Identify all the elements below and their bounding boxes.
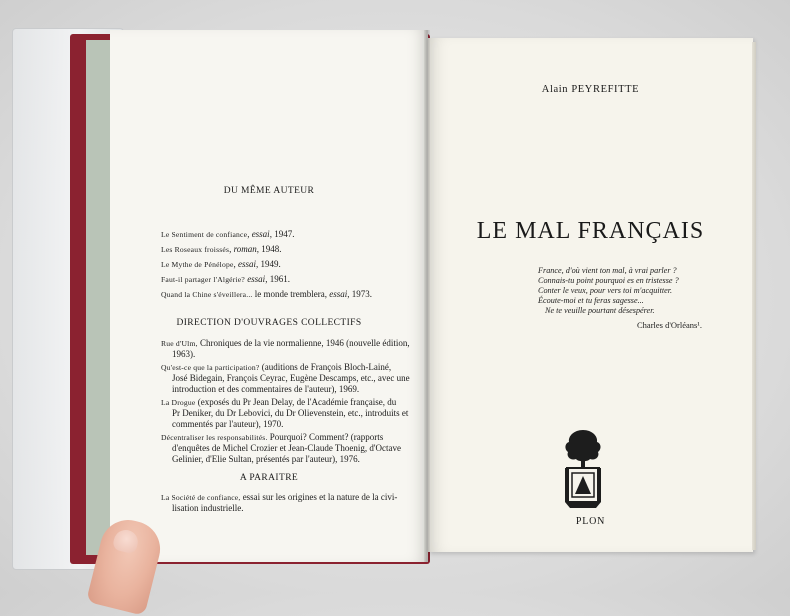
heading-same-author: DU MÊME AUTEUR (223, 186, 315, 196)
work-year: 1948. (261, 244, 282, 254)
collective-entry (161, 432, 383, 443)
collective-entry (161, 338, 410, 349)
collective-line: Chroniques de la vie normalienne, 1946 (nouvelle édition, (199, 338, 410, 348)
collective-title: Rue d'Ulm, (161, 339, 198, 348)
epigraph-line: Écoute-moi et tu feras sagesse... (538, 296, 644, 305)
epigraph-attribution: Charles d'Orléans¹. (637, 320, 702, 330)
work-title: Les Roseaux froissés (161, 245, 230, 254)
work-extra: le monde tremblera, (254, 289, 327, 299)
work-year: 1947. (274, 229, 295, 239)
work-genre: essai (247, 274, 266, 284)
collective-line: d'enquêtes de Michel Crozier et Jean-Claude Thoenig, d'Octave (172, 443, 401, 453)
work-title: Le Sentiment de confiance (161, 230, 248, 239)
epigraph-line: Connais-tu point pourquoi es en tristesse ? (538, 276, 679, 285)
heading-collective: DIRECTION D'OUVRAGES COLLECTIFS (176, 318, 362, 328)
collective-line: Pourquoi? Comment? (rapports (269, 432, 384, 442)
collective-line: introduction et des commentaires de l'auteur), 1969. (172, 384, 360, 394)
work-entry: Quand la Chine s'éveillera... le monde tremblera, essai, 1973. (161, 289, 372, 299)
book-gutter (424, 30, 430, 562)
book-title: LE MAL FRANÇAIS (476, 218, 705, 244)
forthcoming-line: lisation industrielle. (172, 503, 244, 513)
forthcoming-title: La Société de confiance, (161, 493, 241, 502)
collective-line: 1963). (172, 349, 196, 359)
page-edge (752, 42, 756, 550)
collective-title: Décentraliser les responsabilités. (161, 433, 268, 442)
collective-line: José Bidegain, François Ceyrac, Eugène Descamps, etc., avec une (172, 373, 410, 383)
forthcoming-entry (161, 492, 397, 503)
collective-entry (161, 362, 391, 373)
epigraph-line: Ne te veuille pourtant désespérer. (545, 306, 655, 315)
collective-line: Gelinier, d'Elie Sultan, présentés par l'auteur), 1976. (172, 454, 360, 464)
author-name: Alain PEYREFITTE (541, 84, 640, 95)
collective-title: Qu'est-ce que la participation? (161, 363, 260, 372)
work-entry: Les Roseaux froissés, roman, 1948. (161, 244, 282, 254)
work-entry: Faut-il partager l'Algérie? essai, 1961. (161, 274, 290, 284)
work-entry: Le Mythe de Pénélope, essai, 1949. (161, 259, 281, 269)
epigraph-line: France, d'où vient ton mal, à vrai parler ? (538, 266, 677, 275)
work-year: 1949. (260, 259, 281, 269)
collective-line: Pr Deniker, du Dr Lebovici, du Dr Olievenstein, etc., introduits et (172, 408, 409, 418)
collective-line: (auditions de François Bloch-Lainé, (261, 362, 392, 372)
heading-forthcoming: A PARAITRE (239, 473, 299, 483)
work-genre: essai (329, 289, 348, 299)
collective-line: (exposés du Pr Jean Delay, de l'Académie française, du (197, 397, 397, 407)
work-genre: essai (238, 259, 257, 269)
publisher-logo (560, 428, 606, 512)
collective-entry (161, 397, 396, 408)
forthcoming-line: essai sur les origines et la nature de la civi- (242, 492, 398, 502)
collective-title: La Drogue (161, 398, 196, 407)
collective-line: commentés par l'auteur), 1970. (172, 419, 284, 429)
work-year: 1961. (269, 274, 290, 284)
work-title: Le Mythe de Pénélope (161, 260, 234, 269)
work-title: Faut-il partager l'Algérie? (161, 275, 245, 284)
epigraph-line: Conter le veux, pour vers toi m'acquitter. (538, 286, 673, 295)
work-entry: Le Sentiment de confiance, essai, 1947. (161, 229, 295, 239)
work-genre: essai (251, 229, 270, 239)
work-genre: roman (233, 244, 257, 254)
work-year: 1973. (351, 289, 372, 299)
publisher-name: PLON (575, 516, 606, 527)
work-title: Quand la Chine s'éveillera... (161, 290, 253, 299)
